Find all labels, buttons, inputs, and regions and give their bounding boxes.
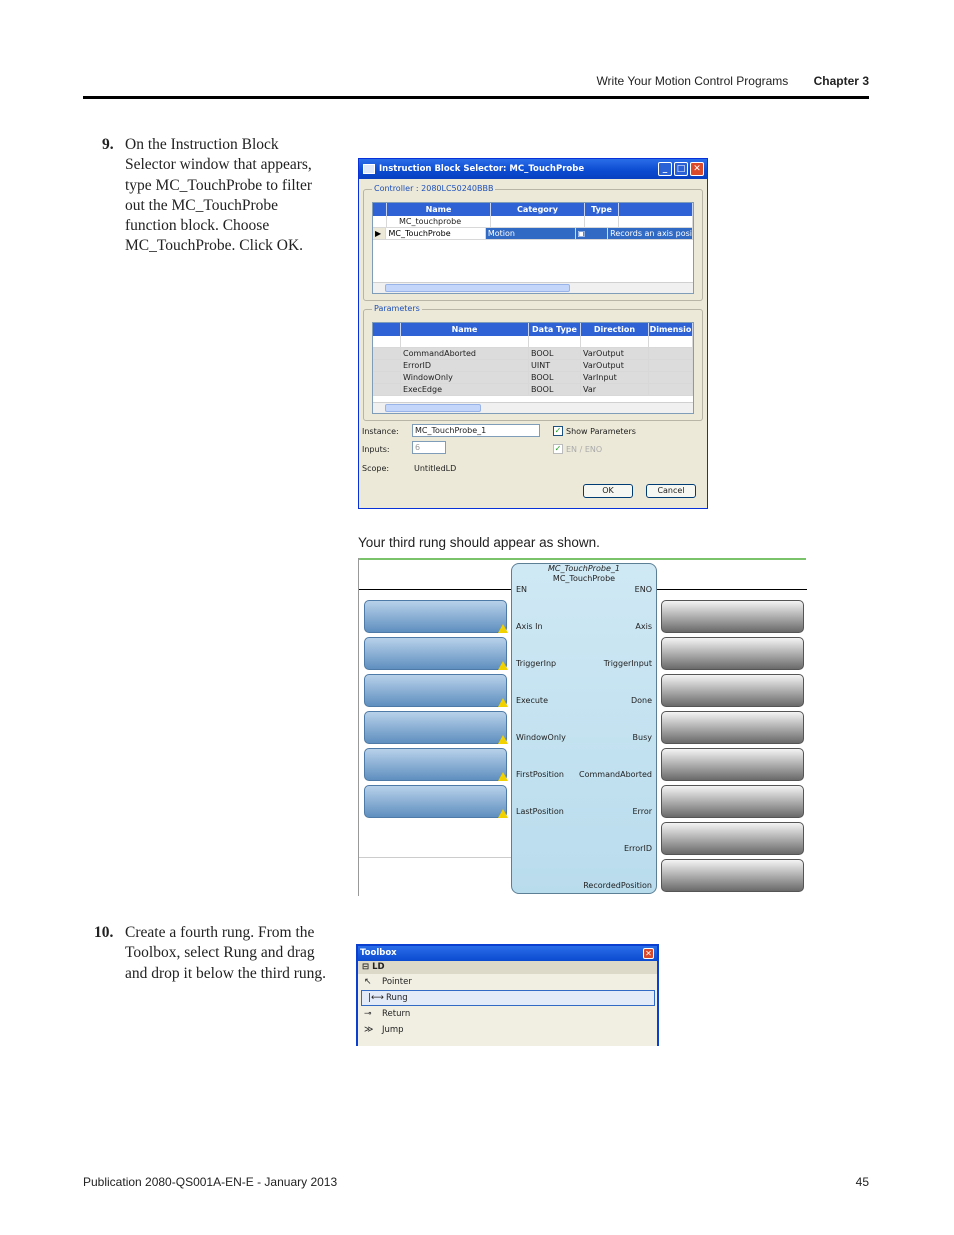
- ok-button[interactable]: OK: [583, 484, 633, 498]
- toolbox-item-return[interactable]: ⊸ Return: [358, 1006, 657, 1022]
- warning-icon: [498, 735, 508, 744]
- output-variable-box[interactable]: [661, 859, 804, 892]
- fb-type-name: MC_TouchProbe: [552, 574, 616, 583]
- input-variable-box[interactable]: [364, 674, 507, 707]
- block-grid: [372, 202, 694, 294]
- step-line: out the MC_TouchProbe: [125, 196, 279, 214]
- cancel-button[interactable]: Cancel: [646, 484, 696, 498]
- output-pin: CommandAborted: [579, 770, 652, 779]
- param-row[interactable]: ErrorID UINT VarOutput: [373, 360, 693, 372]
- grid-scrollbar[interactable]: [373, 282, 693, 293]
- power-rail-in: [359, 589, 511, 590]
- pcol-direction[interactable]: Direction: [581, 323, 649, 336]
- step-line: MC_TouchProbe. Click OK.: [125, 237, 304, 255]
- result-name[interactable]: MC_TouchProbe: [386, 228, 485, 239]
- rung-icon: |⟷: [368, 993, 384, 1003]
- input-pin: Execute: [516, 696, 548, 705]
- output-pin: Axis: [635, 622, 652, 631]
- grid-header: [373, 203, 693, 216]
- page-number: 45: [855, 1175, 869, 1189]
- output-variable-box[interactable]: [661, 822, 804, 855]
- category-filter-input[interactable]: [491, 216, 585, 227]
- step-line: and drop it below the third rung.: [125, 964, 327, 982]
- en-eno-label: EN / ENO: [566, 445, 603, 454]
- collapse-icon[interactable]: ⊟: [362, 962, 373, 972]
- en-eno-checkbox[interactable]: ✓: [554, 444, 562, 453]
- toolbox-item-jump[interactable]: ≫ Jump: [358, 1022, 657, 1038]
- scope-value: UntitledLD: [414, 464, 457, 473]
- minimize-icon[interactable]: _: [658, 162, 672, 176]
- instance-label: Instance:: [362, 427, 399, 436]
- col-name[interactable]: Name: [387, 203, 491, 216]
- output-pin: ErrorID: [623, 844, 652, 853]
- parameters-group: [363, 304, 703, 421]
- col-category[interactable]: Category: [491, 203, 585, 216]
- input-pin: LastPosition: [516, 807, 564, 816]
- header-rule: [83, 96, 869, 99]
- ladder-rung: [358, 558, 806, 896]
- step-number: 9.: [102, 136, 114, 153]
- parameters-grid: [372, 322, 694, 414]
- toolbox-item-pointer[interactable]: ↖ Pointer: [358, 974, 657, 990]
- header-section-title: Write Your Motion Control Programs: [596, 74, 789, 88]
- instruction-block-selector-dialog: [358, 158, 708, 509]
- param-row[interactable]: ExecEdge BOOL Var: [373, 384, 693, 396]
- pin-en: EN: [516, 585, 528, 594]
- output-variable-box[interactable]: [661, 637, 804, 670]
- pcol-datatype[interactable]: Data Type: [529, 323, 581, 336]
- jump-icon: ≫: [364, 1025, 374, 1035]
- output-variable-box[interactable]: [661, 711, 804, 744]
- return-icon: ⊸: [364, 1009, 372, 1019]
- input-pin: TriggerInp: [516, 659, 557, 668]
- output-variable-box[interactable]: [661, 785, 804, 818]
- output-pin: Busy: [632, 733, 652, 742]
- inputs-label: Inputs:: [362, 445, 390, 454]
- input-pin: Axis In: [516, 622, 543, 631]
- fb-instance-name[interactable]: MC_TouchProbe_1: [548, 564, 620, 573]
- output-pin: Error: [632, 807, 652, 816]
- step-line: On the Instruction Block: [125, 136, 279, 153]
- input-variable-box[interactable]: [364, 637, 507, 670]
- rung-top-bar: [359, 558, 806, 560]
- function-block[interactable]: [511, 563, 657, 894]
- toolbox-title-bar: [358, 946, 657, 961]
- step-text: [125, 923, 344, 984]
- controller-label: Controller : 2080LC50240BBB: [374, 184, 494, 193]
- pointer-icon: ↖: [364, 977, 372, 987]
- rung-caption: Your third rung should appear as shown.: [358, 535, 600, 550]
- col-type[interactable]: Type: [585, 203, 619, 216]
- param-row[interactable]: WindowOnly BOOL VarInput: [373, 372, 693, 384]
- step-text: [125, 135, 340, 257]
- row-pointer-icon: ▶: [373, 228, 386, 239]
- scroll-thumb[interactable]: [385, 404, 481, 412]
- output-pin: RecordedPosition: [583, 881, 652, 890]
- show-parameters-checkbox[interactable]: ✓: [554, 426, 562, 435]
- footer-publication: Publication 2080-QS001A-EN-E - January 2013: [83, 1175, 338, 1189]
- maximize-icon[interactable]: □: [674, 162, 688, 176]
- param-row[interactable]: CommandAborted BOOL VarOutput: [373, 348, 693, 360]
- header-chapter: Chapter 3: [813, 74, 869, 88]
- step-line: Create a fourth rung. From the: [125, 924, 315, 941]
- inputs-stepper[interactable]: 6: [412, 441, 446, 454]
- step-10: [94, 923, 344, 988]
- app-icon: [363, 164, 375, 174]
- warning-icon: [498, 698, 508, 707]
- params-scrollbar[interactable]: [373, 402, 693, 413]
- filter-row: [373, 216, 693, 228]
- output-variable-box[interactable]: [661, 674, 804, 707]
- output-pin: Done: [630, 696, 652, 705]
- toolbox-panel: [356, 944, 659, 1046]
- toolbox-item-rung[interactable]: |⟷ Rung: [361, 990, 655, 1006]
- params-header: [373, 323, 693, 336]
- step-line: Selector window that appears,: [125, 156, 312, 174]
- input-variable-box[interactable]: [364, 711, 507, 744]
- warning-icon: [498, 624, 508, 633]
- dialog-title: Instruction Block Selector: MC_TouchProbe: [379, 164, 585, 174]
- type-filter-input[interactable]: [585, 216, 619, 227]
- input-variable-box[interactable]: [364, 600, 507, 633]
- step-line: function block. Choose: [125, 217, 270, 235]
- rung-divider: [359, 857, 511, 858]
- warning-icon: [498, 809, 508, 818]
- controller-group: [363, 184, 703, 301]
- input-pin: WindowOnly: [516, 733, 566, 742]
- dialog-title-bar: [359, 159, 707, 179]
- instance-input[interactable]: MC_TouchProbe_1: [412, 424, 540, 437]
- parameters-label: Parameters: [374, 304, 420, 313]
- input-pin: FirstPosition: [516, 770, 564, 779]
- output-variable-box[interactable]: [661, 748, 804, 781]
- show-parameters-label: Show Parameters: [566, 427, 636, 436]
- step-9: [102, 135, 342, 265]
- close-icon[interactable]: ✕: [643, 948, 654, 959]
- power-rail-out: [657, 589, 807, 590]
- warning-icon: [498, 772, 508, 781]
- step-line: type MC_TouchProbe to filter: [125, 176, 313, 194]
- params-filter-row: [373, 336, 693, 348]
- step-number: 10.: [94, 924, 114, 941]
- toolbox-section-ld[interactable]: ⊟ LD: [358, 961, 657, 974]
- pin-eno: ENO: [634, 585, 652, 594]
- pcol-dimension[interactable]: Dimensio: [649, 325, 692, 334]
- output-pin: TriggerInput: [603, 659, 652, 668]
- running-header: [596, 74, 869, 88]
- fb-type-icon: ▣: [576, 228, 609, 239]
- input-variable-box[interactable]: [364, 748, 507, 781]
- toolbox-title: Toolbox: [360, 948, 397, 958]
- output-variable-box[interactable]: [661, 600, 804, 633]
- input-variable-box[interactable]: [364, 785, 507, 818]
- step-line: Toolbox, select Rung and drag: [125, 944, 315, 962]
- warning-icon: [498, 661, 508, 670]
- scope-label: Scope:: [362, 464, 390, 473]
- pcol-name[interactable]: Name: [401, 323, 529, 336]
- close-icon[interactable]: ✕: [690, 162, 704, 176]
- result-description: Records an axis posi: [610, 229, 692, 238]
- scroll-thumb[interactable]: [385, 284, 570, 292]
- name-filter-input[interactable]: MC_touchprobe: [387, 216, 491, 227]
- result-row[interactable]: [373, 228, 693, 240]
- result-category: Motion: [486, 228, 576, 239]
